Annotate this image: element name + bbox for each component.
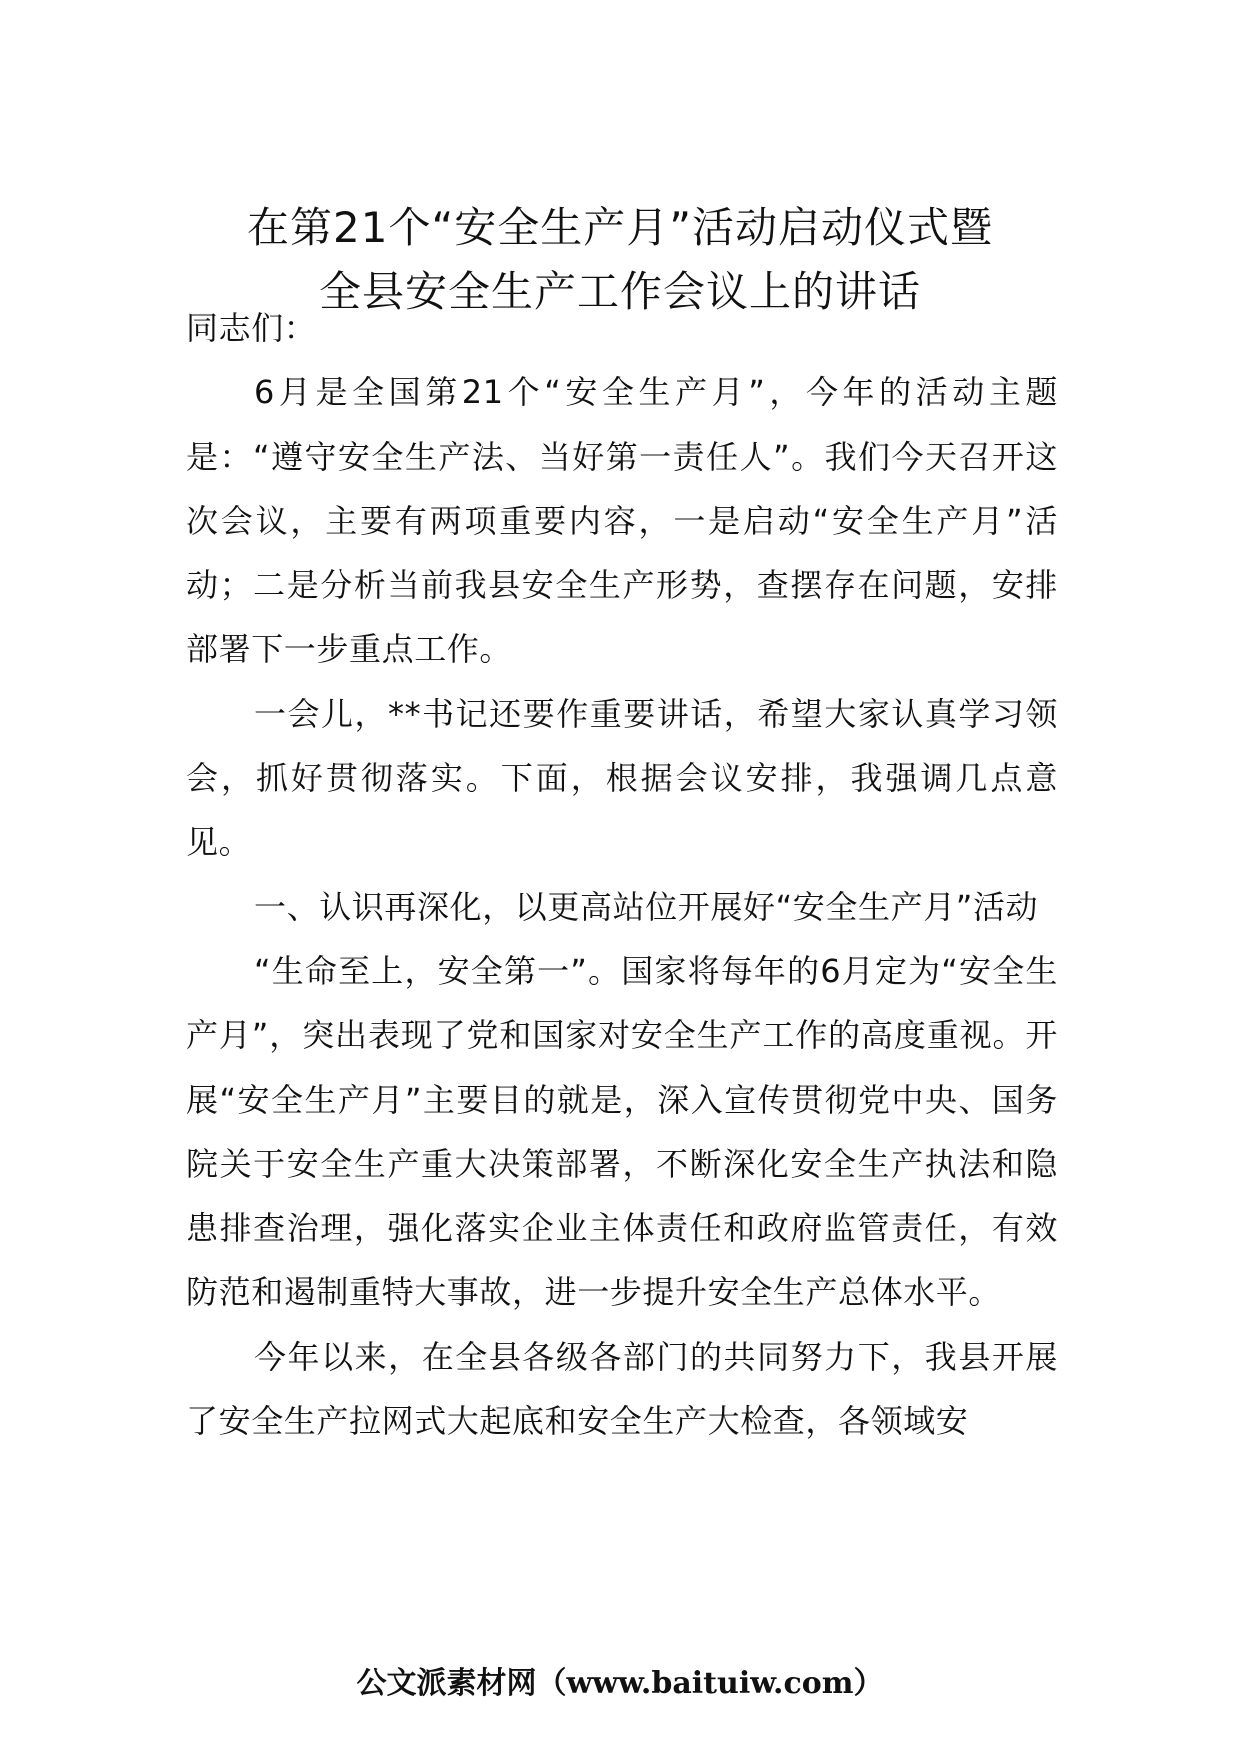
footer-watermark: 公文派素材网（www.baituiw.com） — [356, 1666, 884, 1701]
paragraph-4: 今年以来，在全县各级各部门的共同努力下，我县开展了安全生产拉网式大起底和安全生产大检查，各领域安 — [186, 1337, 1058, 1441]
section-heading-1: 一、认识再深化，以更高站位开展好“安全生产月”活动 — [254, 887, 1039, 926]
paragraph-3: “生命至上，安全第一”。国家将每年的6月定为“安全生产月”，突出表现了党和国家对安全生产工作的高度重视。开展“安全生产月”主要目的就是，深入宣传贯彻党中央、国务院关于安全生产重大决策部署，不断深化安全生产执法和隐患排查治理，强化落实企业主体责任和政府监管责任，有效防范和遏制重特大事故，进一步提升安全生产总体水平。 — [186, 951, 1058, 1312]
document-body — [186, 296, 1058, 1453]
title-line-2: 全县安全生产工作会议上的讲话 — [318, 267, 921, 317]
salutation: 同志们： — [186, 309, 317, 347]
paragraph-1: 6月是全国第21个“安全生产月”，今年的活动主题是：“遵守安全生产法、当好第一责任人”。我们今天召开这次会议，主要有两项重要内容，一是启动“安全生产月”活动；二是分析当前我县安全生产形势，查摆存在问题，安排部署下一步重点工作。 — [186, 373, 1058, 669]
paragraph-2: 一会儿，**书记还要作重要讲话，希望大家认真学习领会，抓好贯彻落实。下面，根据会议安排，我强调几点意见。 — [186, 694, 1058, 862]
title-line-1: 在第21个“安全生产月”活动启动仪式暨 — [247, 203, 993, 253]
